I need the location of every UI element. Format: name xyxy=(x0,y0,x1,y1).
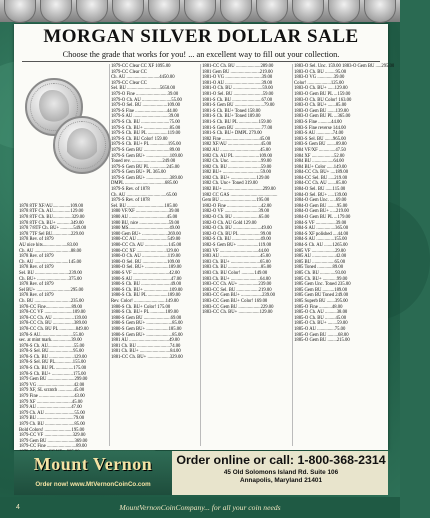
price-line: 1882-O Ch. AU Gold 129.00 xyxy=(202,220,257,226)
price-line: Sel. BU ............................5650.00 xyxy=(111,86,176,92)
price-line: Ch. AU ...............................88.00 xyxy=(19,248,82,254)
price-line: 1878-CC Ch. BU PL ..............849.00 xyxy=(19,326,89,332)
price-line: 1878 8TF Ch. AU...............129.00 xyxy=(19,209,84,215)
price-line: 1883 Ch. BU+ .........................65.00 xyxy=(202,259,271,265)
price-line: sec. at mint mark.................39.00 xyxy=(19,338,82,344)
price-line: 1885 Ch. BU .............93.00 xyxy=(294,270,346,276)
page-title: MORGAN SILVER DOLLAR SALE xyxy=(43,26,359,47)
price-line: 1878 Rev. of 1879 xyxy=(19,282,54,288)
column-divider xyxy=(200,64,201,446)
price-line: 1878 8TF Ch. BU................329.00 xyxy=(19,215,85,221)
price-line: 1884-O Sel. BU ......115.00 xyxy=(294,187,346,193)
price-line: 1884 BU+ Color ......149.00 xyxy=(294,164,347,170)
price-line: Ch. BU ...............................235.00 xyxy=(19,298,84,304)
price-line: 1884 VF/XF ..............47.50 xyxy=(294,147,346,153)
price-line: 1883-CC Ch. AU+ .................239.00 xyxy=(202,282,272,288)
price-line: 1884-O Gem Unc. .....69.00 xyxy=(294,198,347,204)
price-line: 1878 8TF Ch. BU+ ............349.00 xyxy=(19,220,84,226)
price-line: 1878-S Ch. BU+ ..................175.00 xyxy=(19,371,86,377)
price-line: 1884-O Gem BU+ .....219.00 xyxy=(294,209,349,215)
mailing-address xyxy=(174,469,388,485)
price-line: 1878-CC VF ........................109.00 xyxy=(19,310,86,316)
coin-border-strip xyxy=(0,0,400,22)
price-line: 1878 7/8TF Ch. BU+ ...........549.00 xyxy=(19,226,87,232)
price-line: 1879 XF, SL scratch .............45.00 xyxy=(19,388,85,394)
price-line: 1879 VG ...............................42.00 xyxy=(19,382,85,388)
price-line: 1881 Ch. BU+ ..........................84.00 xyxy=(111,349,181,355)
price-line: 1880-S AU ................................47.00 xyxy=(111,276,182,282)
website-link[interactable]: Order now! www.MtVernonCoinCo.com xyxy=(35,481,151,488)
price-line: 1883-S Fine ...........44.00 xyxy=(294,119,342,125)
column-divider xyxy=(109,64,110,446)
price-line: 1883-CC Gem BU+ ..................239.00 xyxy=(202,293,275,299)
price-line: 1879 Ch. BU .........................85.00 xyxy=(19,422,85,427)
price-line: 1885 Toned .............89.00 xyxy=(294,265,344,271)
price-line: 1882 AU ..................................45.00 xyxy=(202,147,271,153)
price-line: 1879-S Fine ...........................44.00 xyxy=(111,108,178,114)
price-line: 1878-S Ch. BU .....................129.00 xyxy=(19,354,87,360)
price-line: 1881 Gem BU .........................219.00 xyxy=(202,69,273,75)
price-line: 1881-S Gem BU .......................77.00 xyxy=(202,125,273,131)
price-line: 1879-S Rev. of 1878 xyxy=(111,198,150,204)
price-line: 1879-O Fine ...........................39.00 xyxy=(111,91,179,97)
price-line: 1879-CC Clear CC xyxy=(111,69,147,75)
price-line: 1878 Rev. of 1879 xyxy=(19,265,54,271)
price-line: 1880-S Gem BU .......................69.00 xyxy=(111,315,182,321)
price-line: 1882-O VF .............................39.00 xyxy=(202,209,270,215)
logo-panel xyxy=(14,451,172,495)
price-line: 1884-CC Sel. BU .....219.00 xyxy=(294,175,348,181)
price-line: DMPL ..................................685.00 xyxy=(111,181,178,187)
price-line: 1881-CC Ch. BU+ ...................329.00 xyxy=(111,354,183,360)
price-line: 1883-O Ch. BU+ .......85.00 xyxy=(294,103,347,109)
price-line: 1878 Rev. of 1879 xyxy=(19,254,54,260)
price-line: 1879-S Gem BU+ ....................109.00 xyxy=(111,153,183,159)
price-line: 1880-S Gem BU+ ......................85.00 xyxy=(111,332,183,338)
price-line: 1882 CC GAS ........................................ xyxy=(202,192,278,198)
tagline: MountVernonCoinCompany... for all your coin needs xyxy=(119,503,281,512)
price-column-2 xyxy=(111,64,200,448)
price-line: 1884-S VF .................39.00 xyxy=(294,220,347,226)
price-line: 1885-O Ch. AU ..........38.00 xyxy=(294,310,348,316)
coin-icon xyxy=(76,0,108,23)
coin-icon xyxy=(184,0,216,23)
price-line: 1884-S AU ................365.00 xyxy=(294,226,349,232)
price-line: 1885 BU ...................65.00 xyxy=(294,259,346,265)
price-line: 1879-S AU ..............................39.00 xyxy=(111,114,180,120)
price-line: 1882 Ch. Unc. ..........................99.00 xyxy=(202,159,272,165)
price-line: 1880-O Ch. AU ......................119.00 xyxy=(111,254,181,260)
price-line: 1879-CC Clear CC xyxy=(111,80,147,86)
price-line: 1885-O Gem BU ........215.00 xyxy=(294,338,350,344)
price-line: 1879-S Gem BU ......................89.00 xyxy=(111,147,181,153)
price-line: 1879-CC VF ........................329.00 xyxy=(19,433,86,439)
coin-icon xyxy=(328,0,360,23)
price-line: 1883-CC Gem BU+ Color! 169.00 xyxy=(202,298,268,304)
price-line: 1884-O Gem BU ........95.00 xyxy=(294,203,348,209)
price-line: 1880-S Ch. BU PL .................189.00 xyxy=(111,293,181,299)
price-line: 1884-O Sel. BU+ .....139.00 xyxy=(294,192,347,198)
price-line: 1879-S Ch. BU PL .................119.00 xyxy=(111,131,181,137)
price-line: 1880-S Ch. BU+ Color! 175.00 xyxy=(111,304,171,310)
price-line: 1884-S Ch. AU .......1265.00 xyxy=(294,243,348,248)
price-line: 1883-O Ch. BU+ ......129.00 xyxy=(294,86,348,92)
price-line: Sel BU+ .............................295.00 xyxy=(19,287,84,293)
price-line: 1883-O Ch. BU Color! 163.00 xyxy=(294,97,352,103)
price-line: Sel. BU ................................185.00 xyxy=(111,203,178,209)
price-line: 1883-CC Gem BU ...................229.00 xyxy=(202,304,274,310)
price-line: 1882 XF/AU ............................45.00 xyxy=(202,142,272,148)
company-logo: Mount Vernon xyxy=(33,454,153,474)
price-line: 1881-S Ch. BU+ Toned 158.00 xyxy=(202,108,261,114)
price-line: 1885 Gem Unc. Toned 235.00 xyxy=(294,282,351,288)
price-line: 1884 BU ..................64.00 xyxy=(294,159,344,165)
price-line: 1878 Rev. of 1879 xyxy=(19,237,54,243)
price-line: 1879-CC Clear CC XF 1095.00 xyxy=(111,64,171,69)
price-line: 1883-S Gem BU ........89.00 xyxy=(294,142,347,148)
price-line: 1879-O Sel. BU .....................109.00 xyxy=(111,103,181,109)
price-line: 1878 7TF Sel BU................229.00 xyxy=(19,231,84,237)
price-line: 1881-S Ch. BU+ DMPL 279.00 xyxy=(202,131,262,137)
price-line: 1881-S Ch. BU PL .................159.00 xyxy=(202,119,272,125)
price-line: 1879-S Ch. BU Color! 159.00 xyxy=(111,136,168,142)
price-line: 1882-S Gem BU+ ..................119.00 xyxy=(202,243,272,248)
price-line: 1879 Fine ..............................43.00 xyxy=(19,394,85,400)
price-line: 1879-S Gem BU PL ..............245.00 xyxy=(111,164,180,170)
price-line: 1878-S Ch. AU......................55.00 xyxy=(19,343,85,349)
price-line: 1883-S Fine reverse 144.00 xyxy=(294,125,346,131)
price-list-sheet xyxy=(14,24,395,450)
price-line: 1884-CC Ch. AU .......85.00 xyxy=(294,181,347,187)
price-line: Sel. BU .............................239.00 xyxy=(19,270,82,276)
coin-icon xyxy=(292,0,324,23)
price-line: 1880-S Gem BU+ ......................85.00 xyxy=(111,321,183,327)
price-line: 1883-S Sel. BU .......965.00 xyxy=(294,136,346,142)
price-line: 1879 AU .............................47.00 xyxy=(19,405,82,411)
price-line: 1882 BU+ ................................59.00 xyxy=(202,170,271,176)
coin-reverse-icon xyxy=(53,116,111,174)
price-line: 1881 Ch. BU ............................74.00 xyxy=(111,343,181,349)
price-line: 1880-S Ch. BU .........................49.00 xyxy=(111,282,182,288)
price-line: 1879-S Rev. of 1878 xyxy=(111,187,150,193)
price-line: 1883-O Gem BU PL ...159.00 xyxy=(294,91,351,97)
price-line: 1885-O Fine ...........48.00 xyxy=(294,304,343,310)
price-line: 1883 VF .................................44.00 xyxy=(202,248,269,254)
title-divider xyxy=(22,61,380,62)
price-line: 1883 Ch. BU+ .........................64.00 xyxy=(202,276,271,282)
price-line: 1882-O Ch. BU PL ..................99.00 xyxy=(202,231,272,237)
price-line: 1885 VF ....................29.00 xyxy=(294,248,346,254)
price-line: 1882-S Ch. BU ........................49.00 xyxy=(202,237,271,243)
price-line: 1885 Gem BU Toned 249.00 xyxy=(294,293,349,299)
price-line: 1882-O Ch. BU ........................49.00 xyxy=(202,226,272,232)
coin-icon xyxy=(364,0,396,23)
price-line: 1885 Superb BU .......395.00 xyxy=(294,298,348,304)
address-line-1: 45 Old Solomons Island Rd. Suite 106 xyxy=(223,469,339,476)
price-line: 1879-CC Fine .........................89.00 xyxy=(19,444,87,450)
price-line: 1882 Ch. AU PL .....................109.00 xyxy=(202,153,273,159)
price-line: 1884-CC Ch. BU+ ....189.00 xyxy=(294,170,349,176)
price-line: 1882-O Fine .............................42.00 xyxy=(202,203,272,209)
price-line: 1878-S Sel. BU.....................95.00 xyxy=(19,349,84,355)
price-line: 1883-O Gem BU .......139.00 xyxy=(294,108,349,114)
price-line: Bold Colors! .......................195.00 xyxy=(19,427,85,433)
price-line: 1883-O Sel. Unc. 159.00 1883-O Gem BU .....295.00 xyxy=(294,64,395,69)
page-subtitle: Choose the grade that works for you! ... an excellent way to fill out your collection. xyxy=(62,50,340,59)
price-line: 1880-CC AU ..........................549.00 xyxy=(111,237,181,243)
price-line: 1881-CC Ch. BU .....................289.00 xyxy=(202,64,274,69)
price-line: 1880-S Ch. BU+ PL .............189.00 xyxy=(111,310,179,316)
price-line: 1882 Ch. BU+ ......................129.00 xyxy=(202,175,270,181)
coin-icon xyxy=(220,0,252,23)
price-line: 1878 8TF XF/AU...............109.00 xyxy=(19,203,84,209)
price-line: Toned rev. ..........................249.00 xyxy=(111,159,176,165)
price-line: 1881-S Ch. BU+ Toned 189.00 xyxy=(202,114,261,120)
price-line: 1880-CC Ch. AU ....................145.00 xyxy=(111,243,182,248)
price-line: 1880-S Ch. BU+ ......................109.00 xyxy=(111,287,183,293)
price-line: 1885-O Gem BU .........68.00 xyxy=(294,332,349,338)
price-line: Ch. AU .............................145.00 xyxy=(19,259,82,265)
price-line: AU nice hits.....................83.00 xyxy=(19,243,78,248)
price-line: 1884-S AU ...............155.00 xyxy=(294,237,347,243)
price-line: 1878-S Ch. BU PL ...............175.00 xyxy=(19,366,87,372)
price-line: 1878-CC Fine......................89.00 xyxy=(19,304,83,310)
price-line: 1883 Ch. BU ............................85.00 xyxy=(202,265,272,271)
price-line: 1882 Fine ................................45.00 xyxy=(202,136,271,142)
price-line: 1883-S AU ..............74.00 xyxy=(294,131,344,137)
price-line: 1880-S Gem BU+ ...................185.00 xyxy=(111,326,182,332)
price-line: 1882 BU+ ..................................299.00 xyxy=(202,187,276,193)
price-line: 1880-O Sel. BU+ ....................189.00 xyxy=(111,265,182,271)
price-line: Rev. Color! ...........................149.00 xyxy=(111,298,179,304)
price-line: 1885-O Ch. BU .........45.00 xyxy=(294,315,347,321)
coin-icon xyxy=(256,0,288,23)
price-line: 1879 BU ...............................79.00 xyxy=(19,416,85,422)
coin-icon xyxy=(112,0,144,23)
price-line: 1878-CC Ch. BU ..................389.00 xyxy=(19,321,87,327)
price-line: 1880 Gem BU+ ......................269.00 xyxy=(111,231,181,237)
price-line: 1883-O Gem BU PL ...365.00 xyxy=(294,114,351,120)
price-line: Ch. AU ..................................65.00 xyxy=(111,192,177,198)
price-line: Gem BU ...............................195.00 xyxy=(202,198,270,204)
price-line: 1881 AU ..................................49.00 xyxy=(111,338,180,344)
price-line: 1885 Gem BU ..........189.00 xyxy=(294,287,348,293)
price-line: 1885 Ch. BU+ ............99.00 xyxy=(294,276,348,282)
price-line: 1880 MS...................................49.00 xyxy=(111,226,180,232)
price-line: Color! ....................125.00 xyxy=(294,80,344,86)
price-line: 1879-S Gem BU+ ....................389.00 xyxy=(111,175,183,181)
price-line: 1878-S Sel. BU PL...............155.00 xyxy=(19,360,86,366)
price-line: Ch. AU ............................4450.00 xyxy=(111,75,175,81)
price-line: 1878-S AU............................55.00 xyxy=(19,332,84,338)
page-number: 4 xyxy=(16,504,20,511)
price-line: 1884-O Gem BU PL ...179.00 xyxy=(294,215,351,221)
price-line: 1884-S XF polished ....44.00 xyxy=(294,231,349,237)
price-line: 1881-O Ch. BU .........................59.00 xyxy=(202,86,273,92)
price-line: 1881-S Ch. BU .........................67.00 xyxy=(202,97,273,103)
price-column-4 xyxy=(294,64,395,448)
price-line: 1879-S Ch. BU ........................75.00 xyxy=(111,119,180,125)
price-line: 1879-O Ch. AU .........................55.00 xyxy=(111,97,182,103)
price-line: 1881-O AU ...............................39.00 xyxy=(202,80,273,86)
price-line: 1883-O Ch. BU .........95.00 xyxy=(294,69,347,75)
price-line: 1879 Gem BU .......................369.00 xyxy=(19,438,88,444)
price-line: 1883 Ch. BU Color! ...........149.00 xyxy=(202,270,268,276)
coin-icon xyxy=(148,0,180,23)
price-line: 1884 XF ...................52.00 xyxy=(294,153,345,159)
price-line: 1878-CC Ch. AU ..................139.00 xyxy=(19,315,87,321)
price-line: Ch. BU+ ...........................375.00 xyxy=(19,276,82,282)
price-line: 1879 Gem BU .......................299.00 xyxy=(19,377,88,383)
price-line: 1881-O Sel. BU .........................59.00 xyxy=(202,91,274,97)
price-line: 1881-O VG ...............................39.00 xyxy=(202,75,273,81)
price-line: 1885-O AU ...............75.00 xyxy=(294,326,346,332)
price-line: 1885 AU ....................42.00 xyxy=(294,254,347,260)
price-line: 1879 XF ..............................45.00 xyxy=(19,399,83,405)
price-line: 1879-S Ch. BU+ PL ...............195.00 xyxy=(111,142,181,148)
price-line: 1878 Rev. of 1879 xyxy=(19,293,54,299)
price-line: 1883 AU ..................................45.00 xyxy=(202,254,271,260)
price-line: 1880-O Sel. BU .....................109.00 xyxy=(111,259,181,265)
price-line: 1880 AU ................................45.00 xyxy=(111,215,178,221)
price-line: 1883-O VG ..............39.00 xyxy=(294,75,345,81)
price-line: 1882 Ch. Unc+ Toned 319.00 xyxy=(202,181,258,187)
price-column-3 xyxy=(202,64,291,448)
price-line: 1880-CC XF .........................129.00 xyxy=(111,248,179,254)
price-line: 1881-S Gem BU .........................79.00 xyxy=(202,103,275,109)
price-line: 1879-S Ch. BU+ ......................85.00 xyxy=(111,125,181,131)
address-line-2: Annapolis, Maryland 21401 xyxy=(239,477,323,484)
coin-icon xyxy=(40,0,72,23)
coin-icon xyxy=(4,0,36,23)
order-phone-headline: Order online or call: 1-800-368-2314 xyxy=(176,453,386,467)
price-line: 1880-S VF ...............................42.00 xyxy=(111,270,180,276)
price-line: 1880 BU, nice .........................59.00 xyxy=(111,220,180,226)
price-line: 1880 VF/XF ............................39.00 xyxy=(111,209,180,215)
price-line: 1879 Ch. AU .........................55.00 xyxy=(19,410,85,416)
price-line: 1883-CC Ch. BU+ ..................129.00 xyxy=(202,310,273,316)
column-divider xyxy=(292,64,293,446)
morgan-dollar-coins-image xyxy=(23,72,109,172)
price-line: 1882-O Ch. BU ......................65.00 xyxy=(202,215,270,221)
price-line: 1882 Ch. BU ............................59.00 xyxy=(202,164,272,170)
price-line: 1885-O Ch. BU+ ........59.00 xyxy=(294,321,348,327)
price-line: 1879-S Gem BU+ PL 365.00 xyxy=(111,170,166,176)
price-line: 1883-CC Sel. BU ...................219.00 xyxy=(202,287,272,293)
